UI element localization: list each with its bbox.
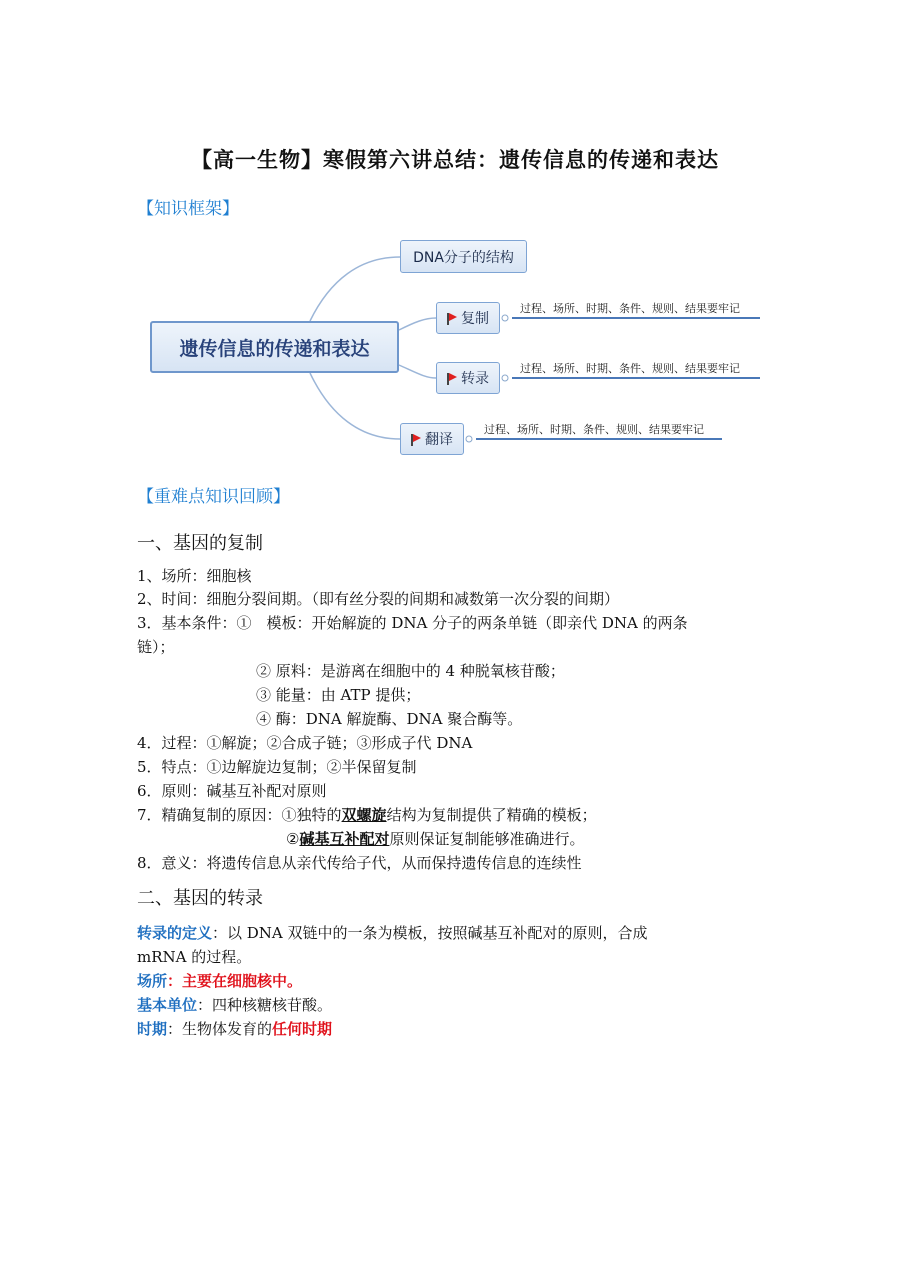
node-label: 翻译 (425, 432, 453, 448)
text-span: 结构为复制提供了精确的模板； (386, 806, 597, 824)
mindmap-note-translation: 过程、场所、时期、条件、规则、结果要牢记 (484, 423, 704, 436)
text-line: 2、时间：细胞分裂间期。（即有丝分裂的间期和减数第一次分裂的间期） (137, 590, 620, 608)
text-line: 5．特点：①边解旋边复制；②半保留复制 (137, 758, 417, 776)
mindmap-note-transcription: 过程、场所、时期、条件、规则、结果要牢记 (520, 362, 740, 375)
mindmap-node-translation (400, 423, 464, 455)
framework-heading: 【知识框架】 (137, 199, 239, 219)
text-line: 链）； (137, 638, 175, 656)
definition-label: 转录的定义 (137, 924, 213, 942)
emphasis-text: 双螺旋 (341, 806, 387, 824)
flag-icon (411, 434, 421, 445)
connector-fanyi (310, 373, 400, 439)
mindmap-root-node: 遗传信息的传递和表达 (150, 321, 399, 373)
text-line (137, 1019, 332, 1039)
text-line: 3．基本条件：① 模板：开始解旋的 DNA 分子的两条单链（即亲代 DNA 的两条 (137, 614, 688, 632)
node-dot-zhuanlu (502, 375, 508, 381)
flag-icon (447, 313, 457, 324)
text-span: ② (286, 830, 300, 848)
connector-fuzhi (399, 318, 436, 330)
text-line (137, 923, 648, 943)
text-line: mRNA 的过程。 (137, 948, 252, 966)
unit-label: 基本单位 (137, 996, 198, 1014)
text-span: ：四种核糖核苷酸。 (197, 996, 333, 1014)
text-line: 4．过程：①解旋；②合成子链；③形成子代 DNA (137, 734, 473, 752)
review-heading: 【重难点知识回顾】 (137, 487, 290, 507)
place-label: 场所 (137, 972, 168, 990)
connector-dna (310, 257, 400, 321)
text-line (137, 995, 332, 1015)
section-heading-replication: 一、基因的复制 (137, 533, 263, 554)
flag-icon (447, 373, 457, 384)
node-label: 转录 (461, 371, 489, 387)
mindmap-node-replication (436, 302, 500, 334)
emphasis-text: 碱基互补配对 (299, 830, 390, 848)
text-line (137, 805, 597, 825)
text-line: 8．意义：将遗传信息从亲代传给子代，从而保持遗传信息的连续性 (137, 854, 582, 872)
text-line: ② 原料：是游离在细胞中的 4 种脱氧核苷酸； (256, 662, 565, 680)
text-span: ：以 DNA 双链中的一条为模板，按照碱基互补配对的原则，合成 (212, 924, 648, 942)
time-label: 时期 (137, 1020, 168, 1038)
section-heading-transcription: 二、基因的转录 (137, 888, 263, 909)
text-line: 6．原则：碱基互补配对原则 (137, 782, 327, 800)
text-span: ：生物体发育的 (167, 1020, 273, 1038)
node-dot-fuzhi (502, 315, 508, 321)
mindmap-node-transcription (436, 362, 500, 394)
mindmap-note-replication: 过程、场所、时期、条件、规则、结果要牢记 (520, 302, 740, 315)
connector-zhuanlu (399, 365, 436, 378)
text-line (137, 971, 302, 991)
page-title: 【高一生物】寒假第六讲总结：遗传信息的传递和表达 (191, 147, 719, 172)
mindmap-node-dna-structure: DNA分子的结构 (400, 240, 527, 273)
text-line: ④ 酶：DNA 解旋酶、DNA 聚合酶等。 (256, 710, 523, 728)
time-emphasis: 任何时期 (272, 1020, 333, 1038)
text-line: ③ 能量：由 ATP 提供； (256, 686, 421, 704)
text-span: 原则保证复制能够准确进行。 (389, 830, 585, 848)
text-line: 1、场所：细胞核 (137, 567, 252, 585)
place-text: 主要在细胞核中。 (182, 972, 303, 990)
node-dot-fanyi (466, 436, 472, 442)
text-span: 7．精确复制的原因：①独特的 (137, 806, 342, 824)
text-line (286, 829, 584, 849)
node-label: 复制 (461, 311, 489, 327)
text-span: ： (167, 972, 183, 990)
